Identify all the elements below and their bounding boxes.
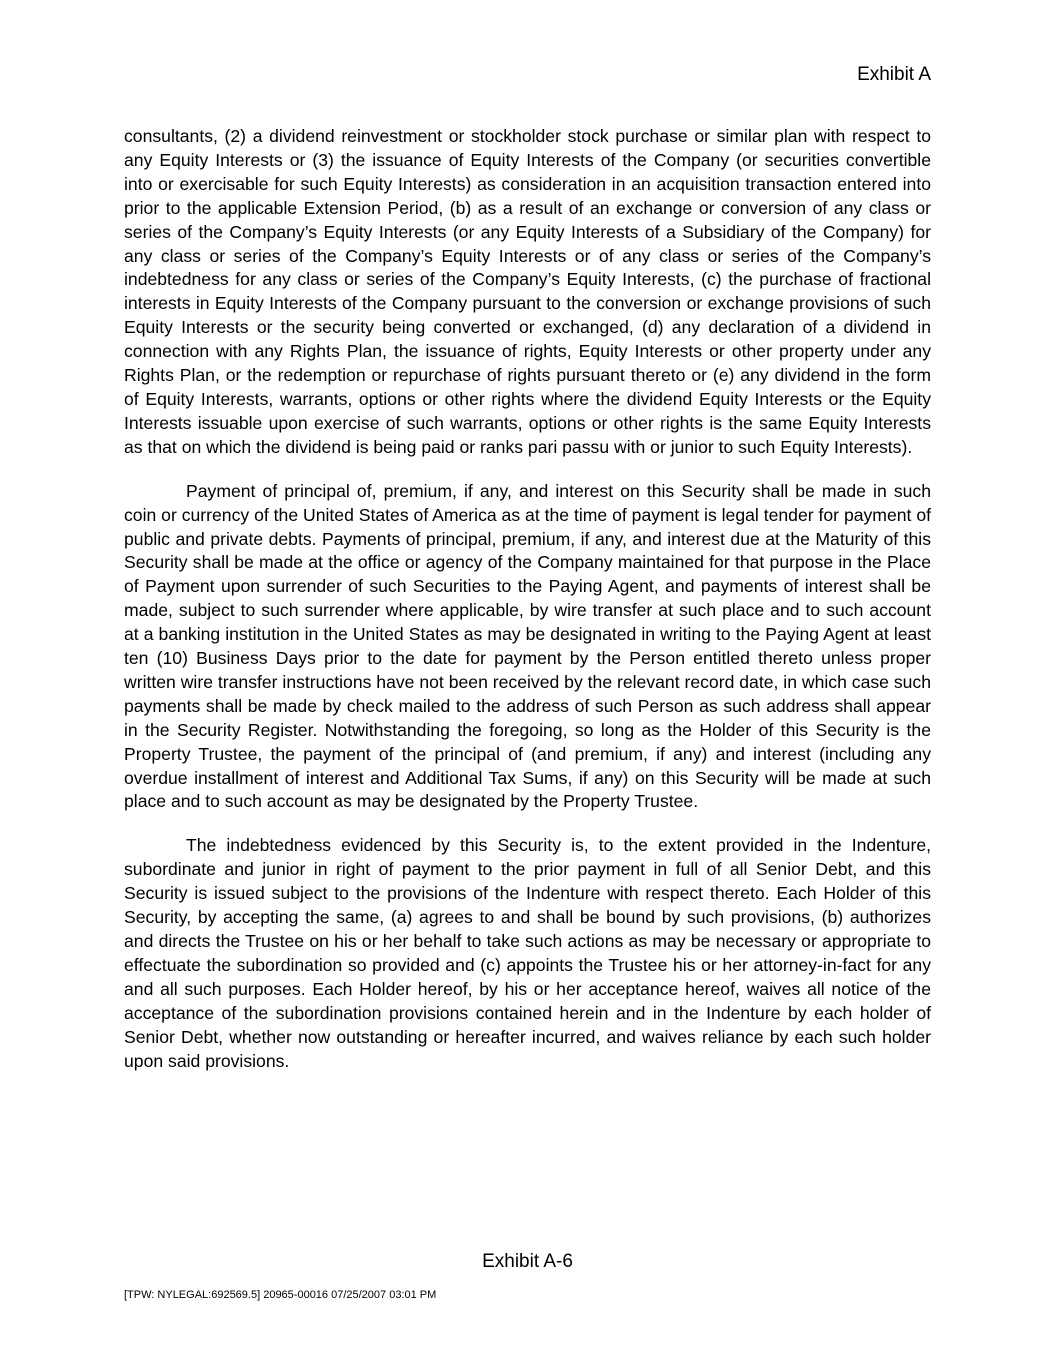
paragraph-subordination: The indebtedness evidenced by this Security is, to the extent provided in the Indenture, subordinate and junior in right of payment to the prior payment in full of all Senior Debt, and this Security is issued subject to the provisions of the Indenture with respect thereto. Each Holder of this Security, by accepting the same, (a) agrees to and shall be bound by such provisions, (b) authorizes and directs the Trustee on his or her behalf to take such actions as may be necessary or appropriate to effectuate the subordination so provided and (c) appoints the Trustee his or her attorney-in-fact for any and all such purposes. Each Holder hereof, by his or her acceptance hereof, waives all notice of the acceptance of the subordination provisions contained herein and in the Indenture by each holder of Senior Debt, whether now outstanding or hereafter incurred, and waives reliance by each such holder upon said provisions. [124,835,931,1071]
page-number-label: Exhibit A-6 [482,1251,573,1272]
paragraph-payment: Payment of principal of, premium, if any, and interest on this Security shall be made in such coin or currency of the United States of America as at the time of payment is legal tender for payment of public and private debts. Payments of principal, premium, if any, and interest due at the Maturity of this Security shall be made at the office or agency of the Company maintained for that purpose in the Place of Payment upon surrender of such Securities to the Paying Agent, and payments of interest shall be made, subject to such surrender where applicable, by wire transfer at such place and to such account at a banking institution in the United States as may be designated in writing to the Paying Agent at least ten (10) Business Days prior to the date for payment by the Person entitled thereto unless proper written wire transfer instructions have not been received by the relevant record date, in which case such payments shall be made by check mailed to the address of such Person as such address shall appear in the Security Register. Notwithstanding the foregoing, so long as the Holder of this Security is the Property Trustee, the payment of the principal of (and premium, if any) and interest (including any overdue installment of interest and Additional Tax Sums, if any) on this Security will be made at such place and to such account as may be designated by the Property Trustee. [124,480,931,812]
document-body [124,125,931,1093]
document-reference: [TPW: NYLEGAL:692569.5] 20965-00016 07/25/2007 03:01 PM [124,1289,437,1301]
paragraph-continuation: consultants, (2) a dividend reinvestment or stockholder stock purchase or similar plan with respect to any Equity Interests or (3) the issuance of Equity Interests of the Company (or securities convertible into or exercisable for such Equity Interests) as consideration in an acquisition transaction entered into prior to the applicable Extension Period, (b) as a result of an exchange or conversion of any class or series of the Company’s Equity Interests (or any Equity Interests of a Subsidiary of the Company) for any class or series of the Company’s Equity Interests or of any class or series of the Company’s indebtedness for any class or series of the Company’s Equity Interests, (c) the purchase of fractional interests in Equity Interests of the Company pursuant to the conversion or exchange provisions of such Equity Interests or the security being converted or exchanged, (d) any declaration of a dividend in connection with any Rights Plan, the issuance of rights, Equity Interests or other property under any Rights Plan, or the redemption or repurchase of rights pursuant thereto or (e) any dividend in the form of Equity Interests, warrants, options or other rights where the dividend Equity Interests or the Equity Interests issuable upon exercise of such warrants, options or other rights is the same Equity Interests as that on which the dividend is being paid or ranks pari passu with or junior to such Equity Interests). [124,126,931,457]
exhibit-header: Exhibit A [857,64,931,85]
